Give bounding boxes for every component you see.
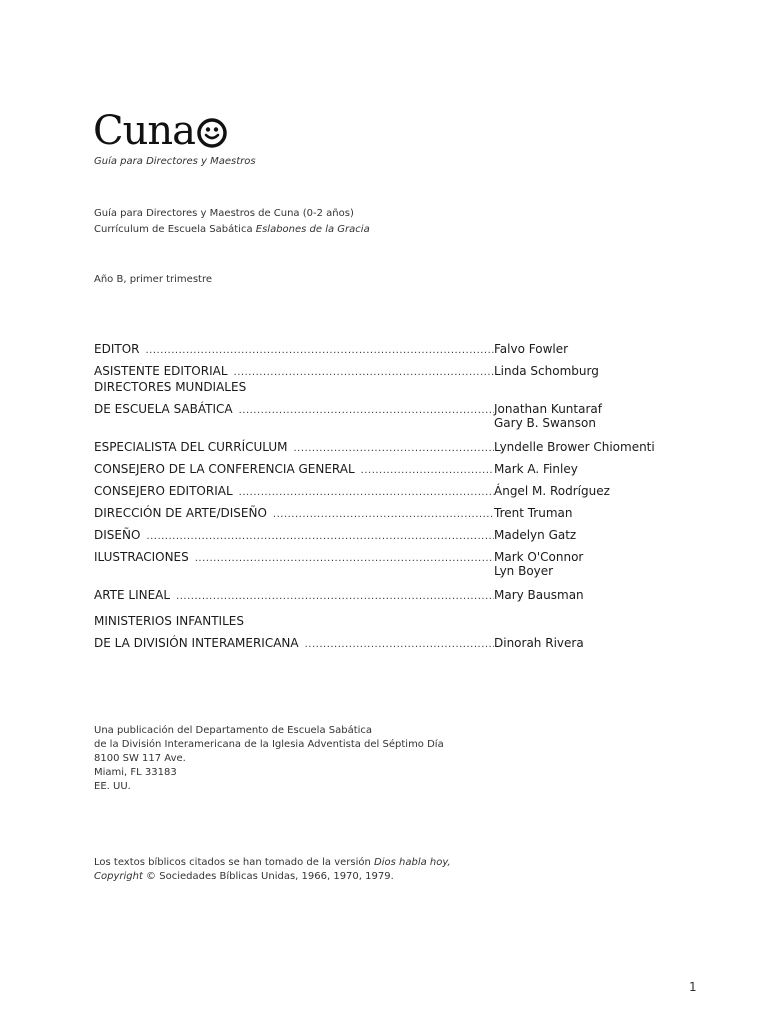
credit-row [94, 334, 654, 356]
dot-leader [189, 553, 494, 564]
bible-version: Dios habla hoy, [374, 857, 451, 868]
credit-name: Linda Schomburg [494, 364, 599, 378]
logo-subtitle: Guía para Directores y Maestros [94, 156, 256, 167]
credit-name: Dinorah Rivera [494, 636, 584, 650]
credit-row [94, 628, 654, 650]
credit-role: CONSEJERO DE LA CONFERENCIA GENERAL [94, 462, 355, 476]
credit-row [94, 498, 654, 520]
bible-note-text: Los textos bíblicos citados se han tomado de la versión [94, 857, 375, 868]
logo-wordmark: Cuna [93, 108, 195, 154]
credit-role: DISEÑO [94, 528, 141, 542]
dot-leader [170, 591, 494, 602]
copyright-label: Copyright [94, 871, 143, 882]
curriculum-series: Eslabones de la Gracia [255, 224, 370, 235]
credit-role: ILUSTRACIONES [94, 550, 189, 564]
credit-name: Ángel M. Rodríguez [494, 484, 610, 498]
dot-leader [228, 367, 494, 378]
copyright-text: © Sociedades Bíblicas Unidas, 1966, 1970, 1979. [142, 871, 394, 882]
page-number: 1 [689, 980, 697, 994]
curriculum-line [94, 224, 370, 235]
publisher-line: de la División Interamericana de la Iglesia Adventista del Séptimo Día [94, 739, 444, 750]
credit-role: ESPECIALISTA DEL CURRÍCULUM [94, 440, 288, 454]
dot-leader [233, 405, 494, 416]
credit-row [94, 542, 654, 564]
dot-leader [233, 487, 494, 498]
dot-leader [267, 509, 494, 520]
publisher-line: Miami, FL 33183 [94, 767, 177, 778]
credit-role: DIRECCIÓN DE ARTE/DISEÑO [94, 506, 267, 520]
credit-role: DE ESCUELA SABÁTICA [94, 402, 233, 416]
credit-row [94, 394, 654, 416]
credit-name: Mark O'Connor [494, 550, 584, 564]
dot-leader [288, 443, 495, 454]
credit-name: Lyn Boyer [494, 564, 554, 578]
publisher-block [94, 724, 444, 794]
guide-title: Guía para Directores y Maestros de Cuna (0-2 años) [94, 208, 354, 219]
credit-name: Trent Truman [494, 506, 573, 520]
credit-row [94, 432, 654, 454]
credit-role: EDITOR [94, 342, 140, 356]
credit-name: Mary Bausman [494, 588, 584, 602]
credit-row [94, 476, 654, 498]
credit-role: CONSEJERO EDITORIAL [94, 484, 233, 498]
credit-name: Falvo Fowler [494, 342, 569, 356]
bible-note [94, 856, 451, 884]
bible-note-line-2 [94, 870, 451, 884]
credits-list [94, 334, 654, 650]
credit-name: Gary B. Swanson [494, 416, 596, 430]
curriculum-text: Currículum de Escuela Sabática [94, 224, 256, 235]
smiley-face-icon [197, 118, 227, 148]
credit-row [94, 356, 654, 378]
publisher-line: 8100 SW 117 Ave. [94, 753, 186, 764]
publisher-line: EE. UU. [94, 781, 131, 792]
logo [93, 108, 227, 154]
dot-leader [139, 345, 494, 356]
year-quarter: Año B, primer trimestre [94, 274, 212, 285]
credit-row [94, 520, 654, 542]
dot-leader [355, 465, 494, 476]
credit-role-prefix: MINISTERIOS INFANTILES [94, 614, 244, 628]
credit-name: Jonathan Kuntaraf [494, 402, 602, 416]
publisher-line: Una publicación del Departamento de Escuela Sabática [94, 725, 373, 736]
credit-row [94, 580, 654, 602]
credit-role: ASISTENTE EDITORIAL [94, 364, 228, 378]
credit-role: DE LA DIVISIÓN INTERAMERICANA [94, 636, 299, 650]
credit-row [94, 454, 654, 476]
dot-leader [299, 639, 494, 650]
credit-name: Lyndelle Brower Chiomenti [494, 440, 655, 454]
dot-leader [140, 531, 494, 542]
credit-role-prefix: DIRECTORES MUNDIALES [94, 380, 247, 394]
credit-name: Mark A. Finley [494, 462, 578, 476]
credit-name: Madelyn Gatz [494, 528, 577, 542]
bible-note-line-1 [94, 856, 451, 870]
credit-role: ARTE LINEAL [94, 588, 171, 602]
